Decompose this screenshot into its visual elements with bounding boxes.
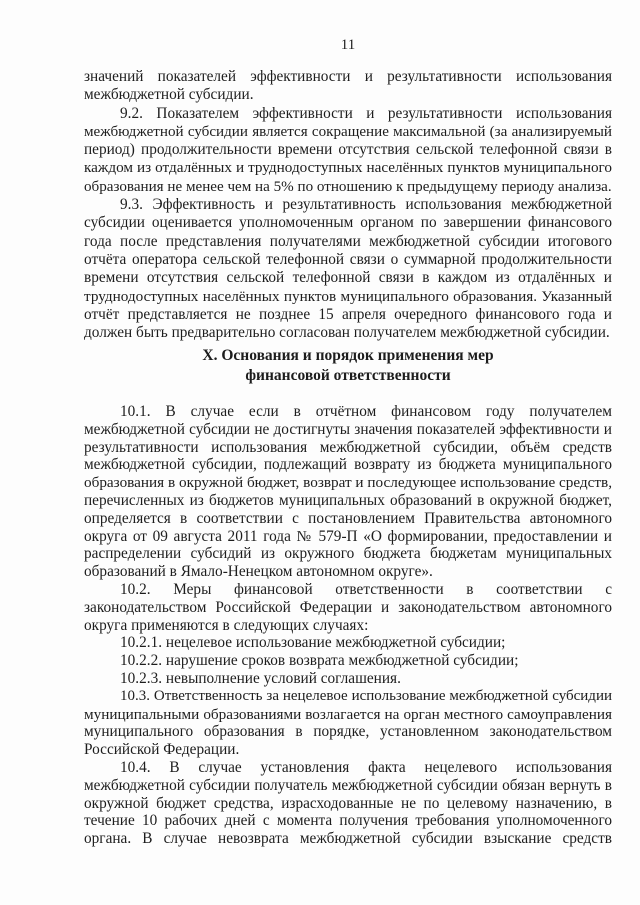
heading-line: X. Основания и порядок применения мер <box>202 347 494 364</box>
paragraph-10-2 <box>84 581 612 634</box>
paragraph-line: каждом из отдалённых и труднодоступных населённых пунктов муниципального <box>84 159 612 177</box>
paragraph-line: Российской Федерации. <box>84 741 240 759</box>
paragraph-line: межбюджетной субсидии получатель межбюджетной субсидии обязан вернуть в <box>84 776 612 794</box>
paragraph-10-2-1 <box>84 634 612 652</box>
section-9-text <box>84 68 612 342</box>
paragraph-line: определяется в соответствии с постановлением Правительства автономного <box>84 509 612 527</box>
paragraph-10-2-2 <box>84 652 612 670</box>
paragraph-9-3 <box>84 196 612 342</box>
paragraph-line: времени отсутствия сельской телефонной связи в каждом из отдалённых и <box>84 269 612 287</box>
paragraph-line: 10.2.1. нецелевое использование межбюджетной субсидии; <box>120 634 506 652</box>
paragraph-10-4 <box>84 759 612 848</box>
paragraph-line: должен быть предварительно согласован получателем межбюджетной субсидии. <box>84 324 610 342</box>
paragraph-line: отчёта оператора сельской телефонной связи о суммарной продолжительности <box>84 250 612 268</box>
paragraph-9-2 <box>84 105 612 196</box>
paragraph-line: межбюджетной субсидии, подлежащий возврату из бюджета муниципального <box>84 456 612 474</box>
paragraph-line: 10.2.3. невыполнение условий соглашения. <box>120 669 401 687</box>
paragraph-line: года после представления получателями межбюджетной субсидии итогового <box>84 232 612 250</box>
paragraph-line: 10.2.2. нарушение сроков возврата межбюджетной субсидии; <box>120 652 519 670</box>
paragraph-line: межбюджетной субсидии является сокращение максимальной (за анализируемый <box>84 123 612 140</box>
paragraph-line: результативности использования межбюджетной субсидии, объём средств <box>84 438 612 456</box>
paragraph-line: субсидии оценивается уполномоченным органом по завершении финансового <box>84 214 612 232</box>
page-number: 11 <box>340 37 356 53</box>
heading-line: финансовой ответственности <box>245 366 451 384</box>
paragraph-line: перечисленных из бюджетов муниципальных образований в окружной бюджет, <box>84 491 612 509</box>
paragraph-line: органа. В случае невозврата межбюджетной субсидии взыскание средств <box>84 830 612 848</box>
paragraph-line: образования в окружной бюджет, возврат и последующее использование средств, <box>84 474 612 492</box>
paragraph-continuation <box>84 68 612 105</box>
paragraph-line: 10.1. В случае если в отчётном финансовом году получателем <box>120 403 612 420</box>
paragraph-line: межбюджетной субсидии. <box>84 86 254 104</box>
paragraph-line: окружной бюджет средства, израсходованные не по целевому назначению, в <box>84 794 612 812</box>
paragraph-line: течение 10 рабочих дней с момента получения требования уполномоченного <box>84 812 612 830</box>
section-heading <box>84 346 612 385</box>
paragraph-10-1 <box>84 403 612 581</box>
paragraph-line: образования не менее чем на 5% по отношению к предыдущему периоду анализа. <box>84 178 612 195</box>
paragraph-10-2-3 <box>84 670 612 688</box>
paragraph-line: 10.3. Ответственность за нецелевое использование межбюджетной субсидии <box>120 687 612 704</box>
paragraph-line: отчёт представляется не позднее 15 апреля очередного финансового года и <box>84 305 612 323</box>
paragraph-line: 9.3. Эффективность и результативность использования межбюджетной <box>120 196 612 214</box>
paragraph-line: муниципальными образованиями возлагается на орган местного самоуправления <box>84 705 612 723</box>
paragraph-line: значений показателей эффективности и результативности использования <box>84 68 612 85</box>
paragraph-line: 10.4. В случае установления факта нецелевого использования <box>120 758 612 776</box>
paragraph-line: труднодоступных населённых пунктов муниципального образования. Указанный <box>84 287 612 305</box>
paragraph-line: муниципального образования в порядке, установленном законодательством <box>84 723 612 741</box>
paragraph-line: период) продолжительности времени отсутствия сельской телефонной связи в <box>84 141 612 159</box>
paragraph-line: межбюджетной субсидии не достигнуты значения показателей эффективности и <box>84 420 612 438</box>
paragraph-line: округа применяются в следующих случаях: <box>84 616 369 634</box>
paragraph-line: законодательством Российской Федерации и законодательством автономного <box>84 598 612 616</box>
paragraph-line: округа от 09 августа 2011 года № 579-П «О формировании, предоставлении и <box>84 527 612 545</box>
section-10-text <box>84 403 612 848</box>
paragraph-line: образований в Ямало-Ненецком автономном округе». <box>84 563 433 581</box>
paragraph-10-3 <box>84 688 612 759</box>
paragraph-line: 10.2. Меры финансовой ответственности в соответствии с <box>120 580 612 598</box>
paragraph-line: распределении субсидий из окружного бюджета бюджетам муниципальных <box>84 545 612 563</box>
paragraph-line: 9.2. Показателем эффективности и результативности использования <box>120 104 612 122</box>
